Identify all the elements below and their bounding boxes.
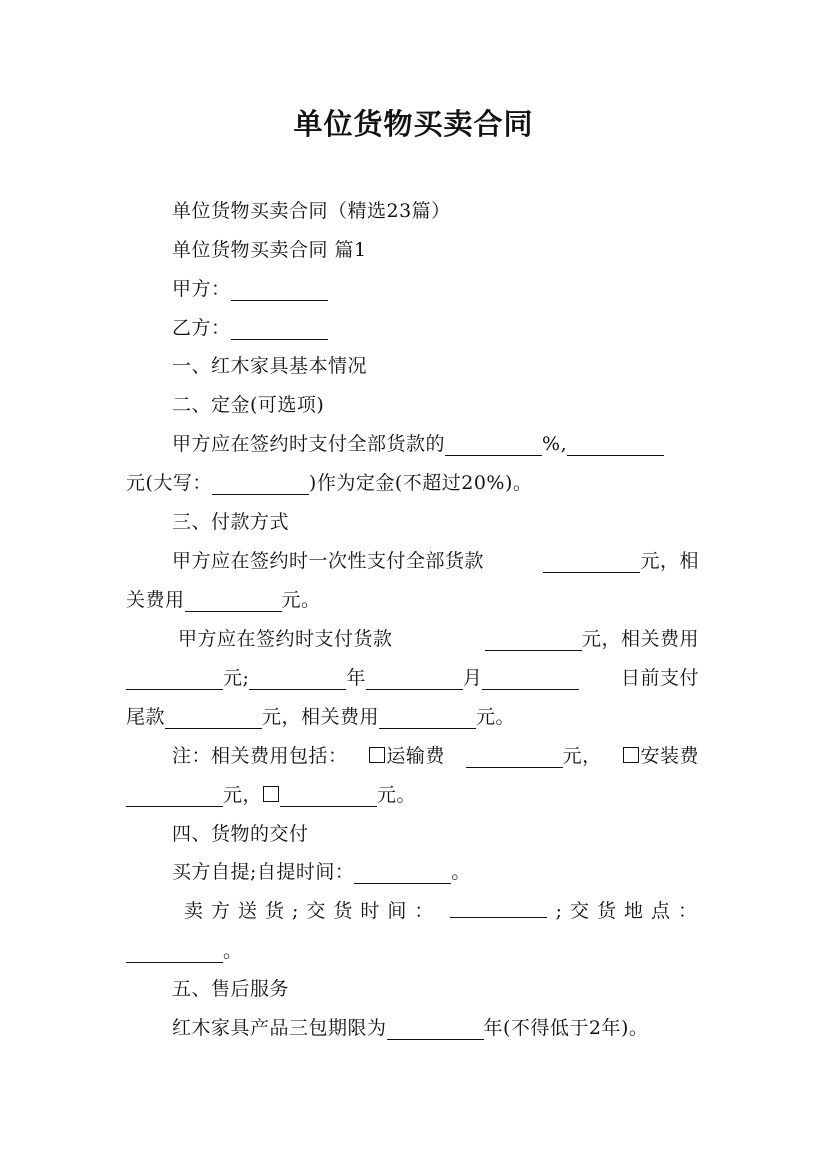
paragraph-text: 元， <box>223 784 263 806</box>
section-heading-text: 五、售后服务 <box>172 978 290 1000</box>
blank-line <box>231 321 328 340</box>
paragraph-text: 甲方应在签约时支付全部货款的 <box>172 433 446 455</box>
paragraph <box>172 316 328 340</box>
checkbox-icon <box>263 786 279 802</box>
paragraph-text: 运输费 <box>386 745 445 767</box>
paragraph-text: 年(不得低于2年)。 <box>483 1017 649 1039</box>
blank-line <box>354 865 451 884</box>
paragraph-text: 日前支付 <box>620 667 699 689</box>
paragraph <box>126 939 243 963</box>
paragraph <box>126 783 416 807</box>
paragraph-text: 关费用 <box>126 589 185 611</box>
paragraph <box>172 199 451 223</box>
paragraph <box>172 860 471 884</box>
blank-line <box>445 437 542 456</box>
blank-line <box>185 593 282 612</box>
blank-line <box>379 710 476 729</box>
paragraph <box>126 666 699 690</box>
paragraph <box>126 588 321 612</box>
paragraph <box>172 1016 648 1040</box>
paragraph-text: )作为定金(不超过20%)。 <box>308 472 533 494</box>
blank-line <box>249 671 346 690</box>
paragraph-text: 安装费 <box>640 745 699 767</box>
paragraph-text: 。 <box>451 861 471 883</box>
blank-line <box>126 788 223 807</box>
paragraph-text: 尾款 <box>126 706 166 728</box>
blank-line <box>126 671 223 690</box>
section-heading <box>172 822 309 846</box>
party-a-label: 甲方： <box>172 278 231 300</box>
blank-line <box>387 1021 484 1040</box>
paragraph <box>184 899 705 923</box>
section-heading <box>172 510 289 534</box>
blank-line <box>165 710 262 729</box>
paragraph-text: 甲方应在签约时一次性支付全部货款 <box>172 550 485 572</box>
paragraph <box>126 471 532 495</box>
blank-line <box>280 788 377 807</box>
blank-line <box>567 437 664 456</box>
blank-line <box>450 899 547 918</box>
paragraph <box>172 238 367 262</box>
paragraph-text: 年 <box>346 667 366 689</box>
paragraph-text: 元。 <box>476 706 516 728</box>
checkbox-icon <box>623 747 639 763</box>
paragraph-text: 甲方应在签约时支付货款 <box>178 628 393 650</box>
paragraph-text: 红木家具产品三包期限为 <box>172 1017 387 1039</box>
party-b-label: 乙方： <box>172 317 231 339</box>
paragraph-text: 买方自提;自提时间： <box>172 861 355 883</box>
paragraph <box>172 277 328 301</box>
section-heading <box>172 977 289 1001</box>
paragraph-text: 单位货物买卖合同 篇1 <box>172 239 367 261</box>
paragraph-text: 元。 <box>377 784 417 806</box>
paragraph-text: 月 <box>462 667 483 689</box>
blank-line <box>482 671 579 690</box>
paragraph-text: 元; <box>223 667 250 689</box>
section-heading-text: 三、付款方式 <box>172 511 290 533</box>
paragraph-text: ;交货地点： <box>555 900 705 922</box>
document-title: 单位货物买卖合同 <box>293 107 534 141</box>
paragraph-text: 。 <box>223 940 243 962</box>
section-heading <box>172 354 367 378</box>
section-heading-text: 一、红木家具基本情况 <box>172 355 368 377</box>
paragraph-text: 元，相关费用 <box>262 706 380 728</box>
paragraph <box>172 432 664 456</box>
checkbox-icon <box>369 747 385 763</box>
paragraph-text: 单位货物买卖合同（精选23篇） <box>172 200 451 222</box>
paragraph-text: 元，相关费用 <box>581 628 699 650</box>
paragraph-text: 元(大写： <box>126 472 212 494</box>
blank-line <box>485 632 582 651</box>
paragraph <box>178 627 699 651</box>
paragraph-text: 元。 <box>281 589 321 611</box>
paragraph <box>172 744 699 768</box>
paragraph-text: 元， <box>562 745 602 767</box>
section-heading-text: 二、定金(可选项) <box>172 394 325 416</box>
blank-line <box>466 749 563 768</box>
paragraph <box>126 705 515 729</box>
blank-line <box>231 282 328 301</box>
blank-line <box>366 671 463 690</box>
paragraph-text: 卖方送货;交货时间： <box>184 900 442 922</box>
blank-line <box>543 554 640 573</box>
paragraph-text: %, <box>542 433 568 455</box>
paragraph-text: 注：相关费用包括： <box>172 745 348 767</box>
paragraph-text: 元，相 <box>640 550 699 572</box>
paragraph <box>172 549 699 573</box>
blank-line <box>126 944 223 963</box>
section-heading <box>172 393 324 417</box>
section-heading-text: 四、货物的交付 <box>172 823 309 845</box>
blank-line <box>212 476 309 495</box>
